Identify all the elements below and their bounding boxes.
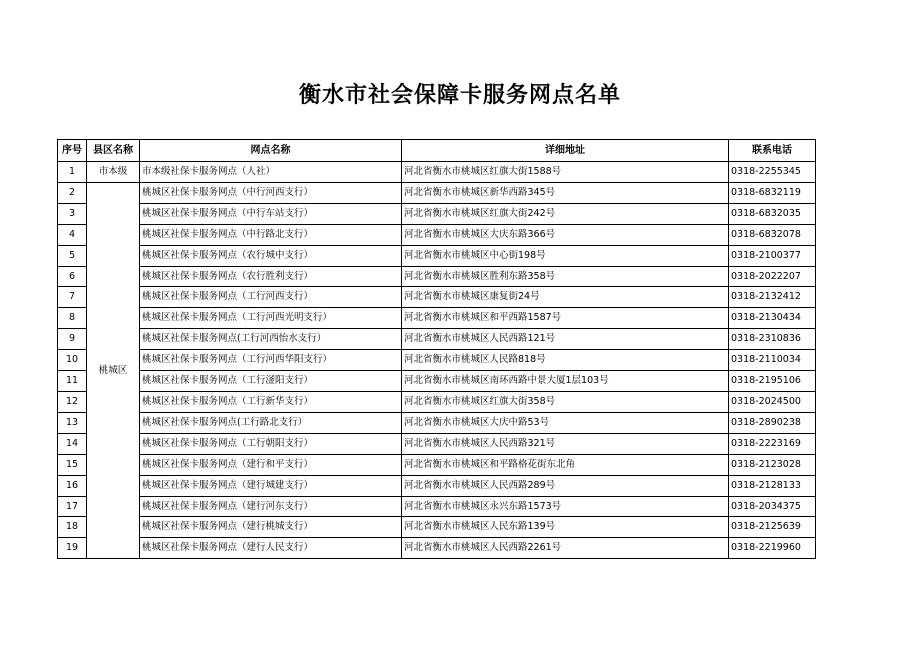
cell-phone: 0318-2022207: [729, 266, 816, 287]
table-row: [58, 433, 816, 454]
cell-address: 河北省衡水市桃城区胜利东路358号: [402, 266, 729, 287]
cell-phone: 0318-2034375: [729, 496, 816, 517]
cell-address: 河北省衡水市桃城区中心街198号: [402, 245, 729, 266]
cell-outlet: 桃城区社保卡服务网点（工行河西华阳支行）: [140, 350, 402, 371]
cell-seq: 13: [58, 412, 87, 433]
table-row: [58, 538, 816, 559]
table-row: [58, 496, 816, 517]
cell-phone: 0318-2110034: [729, 350, 816, 371]
table-row: [58, 475, 816, 496]
cell-county: 市本级: [87, 162, 140, 183]
cell-seq: 15: [58, 454, 87, 475]
cell-address: 河北省衡水市桃城区康复街24号: [402, 287, 729, 308]
table-row: [58, 350, 816, 371]
cell-phone: 0318-2255345: [729, 162, 816, 183]
cell-phone: 0318-2128133: [729, 475, 816, 496]
cell-phone: 0318-2219960: [729, 538, 816, 559]
cell-seq: 16: [58, 475, 87, 496]
cell-address: 河北省衡水市桃城区人民路818号: [402, 350, 729, 371]
cell-seq: 17: [58, 496, 87, 517]
cell-seq: 6: [58, 266, 87, 287]
cell-address: 河北省衡水市桃城区南环西路中景大厦1层103号: [402, 371, 729, 392]
table-row: [58, 266, 816, 287]
cell-address: 河北省衡水市桃城区和平路格花街东北角: [402, 454, 729, 475]
cell-address: 河北省衡水市桃城区人民东路139号: [402, 517, 729, 538]
cell-outlet: 桃城区社保卡服务网点（中行路北支行）: [140, 224, 402, 245]
cell-phone: 0318-6832119: [729, 182, 816, 203]
cell-outlet: 桃城区社保卡服务网点（建行河东支行）: [140, 496, 402, 517]
cell-address: 河北省衡水市桃城区人民西路121号: [402, 329, 729, 350]
table-row: [58, 391, 816, 412]
cell-outlet: 桃城区社保卡服务网点（中行河西支行）: [140, 182, 402, 203]
table-row: [58, 329, 816, 350]
cell-address: 河北省衡水市桃城区和平西路1587号: [402, 308, 729, 329]
cell-phone: 0318-2123028: [729, 454, 816, 475]
cell-seq: 3: [58, 203, 87, 224]
table-row: [58, 162, 816, 183]
cell-address: 河北省衡水市桃城区红旗大街242号: [402, 203, 729, 224]
cell-outlet: 桃城区社保卡服务网点（建行人民支行）: [140, 538, 402, 559]
table-row: [58, 203, 816, 224]
cell-address: 河北省衡水市桃城区大庆中路53号: [402, 412, 729, 433]
header-outlet: 网点名称: [140, 140, 402, 162]
table-row: [58, 308, 816, 329]
table-row: [58, 287, 816, 308]
cell-address: 河北省衡水市桃城区人民西路2261号: [402, 538, 729, 559]
cell-phone: 0318-2024500: [729, 391, 816, 412]
header-phone: 联系电话: [729, 140, 816, 162]
cell-outlet: 桃城区社保卡服务网点(工行路北支行）: [140, 412, 402, 433]
cell-outlet: 市本级社保卡服务网点（人社）: [140, 162, 402, 183]
cell-outlet: 桃城区社保卡服务网点（工行滏阳支行）: [140, 371, 402, 392]
cell-address: 河北省衡水市桃城区红旗大街1588号: [402, 162, 729, 183]
cell-outlet: 桃城区社保卡服务网点（建行桃城支行）: [140, 517, 402, 538]
cell-phone: 0318-2195106: [729, 371, 816, 392]
table-row: [58, 517, 816, 538]
cell-phone: 0318-2125639: [729, 517, 816, 538]
header-seq: 序号: [58, 140, 87, 162]
cell-outlet: 桃城区社保卡服务网点（工行河西支行）: [140, 287, 402, 308]
cell-address: 河北省衡水市桃城区红旗大街358号: [402, 391, 729, 412]
cell-seq: 12: [58, 391, 87, 412]
cell-seq: 11: [58, 371, 87, 392]
table-row: [58, 245, 816, 266]
outlet-table: [57, 139, 816, 559]
cell-phone: 0318-2130434: [729, 308, 816, 329]
cell-seq: 10: [58, 350, 87, 371]
cell-outlet: 桃城区社保卡服务网点（工行朝阳支行）: [140, 433, 402, 454]
cell-outlet: 桃城区社保卡服务网点（农行城中支行）: [140, 245, 402, 266]
cell-outlet: 桃城区社保卡服务网点（工行新华支行）: [140, 391, 402, 412]
cell-county: 桃城区: [87, 182, 140, 558]
cell-phone: 0318-6832078: [729, 224, 816, 245]
cell-phone: 0318-2223169: [729, 433, 816, 454]
cell-phone: 0318-2310836: [729, 329, 816, 350]
cell-phone: 0318-6832035: [729, 203, 816, 224]
cell-outlet: 桃城区社保卡服务网点（工行河西光明支行）: [140, 308, 402, 329]
cell-address: 河北省衡水市桃城区人民西路321号: [402, 433, 729, 454]
cell-outlet: 桃城区社保卡服务网点（建行和平支行）: [140, 454, 402, 475]
table-row: [58, 371, 816, 392]
table-row: [58, 454, 816, 475]
cell-address: 河北省衡水市桃城区大庆东路366号: [402, 224, 729, 245]
cell-seq: 18: [58, 517, 87, 538]
cell-seq: 19: [58, 538, 87, 559]
cell-phone: 0318-2132412: [729, 287, 816, 308]
cell-outlet: 桃城区社保卡服务网点（中行车站支行）: [140, 203, 402, 224]
cell-phone: 0318-2890238: [729, 412, 816, 433]
cell-seq: 8: [58, 308, 87, 329]
table-header-row: [58, 140, 816, 162]
table-row: [58, 224, 816, 245]
table-row: [58, 412, 816, 433]
cell-address: 河北省衡水市桃城区新华西路345号: [402, 182, 729, 203]
cell-seq: 7: [58, 287, 87, 308]
cell-seq: 5: [58, 245, 87, 266]
cell-address: 河北省衡水市桃城区人民西路289号: [402, 475, 729, 496]
cell-outlet: 桃城区社保卡服务网点(工行河西怡水支行）: [140, 329, 402, 350]
cell-seq: 1: [58, 162, 87, 183]
cell-phone: 0318-2100377: [729, 245, 816, 266]
cell-seq: 4: [58, 224, 87, 245]
cell-address: 河北省衡水市桃城区永兴东路1573号: [402, 496, 729, 517]
cell-outlet: 桃城区社保卡服务网点（农行胜利支行）: [140, 266, 402, 287]
header-county: 县区名称: [87, 140, 140, 162]
cell-seq: 9: [58, 329, 87, 350]
cell-seq: 14: [58, 433, 87, 454]
cell-seq: 2: [58, 182, 87, 203]
cell-outlet: 桃城区社保卡服务网点（建行城建支行）: [140, 475, 402, 496]
table-body: [58, 162, 816, 559]
page-title: 衡水市社会保障卡服务网点名单: [298, 83, 621, 108]
table-row: [58, 182, 816, 203]
header-address: 详细地址: [402, 140, 729, 162]
